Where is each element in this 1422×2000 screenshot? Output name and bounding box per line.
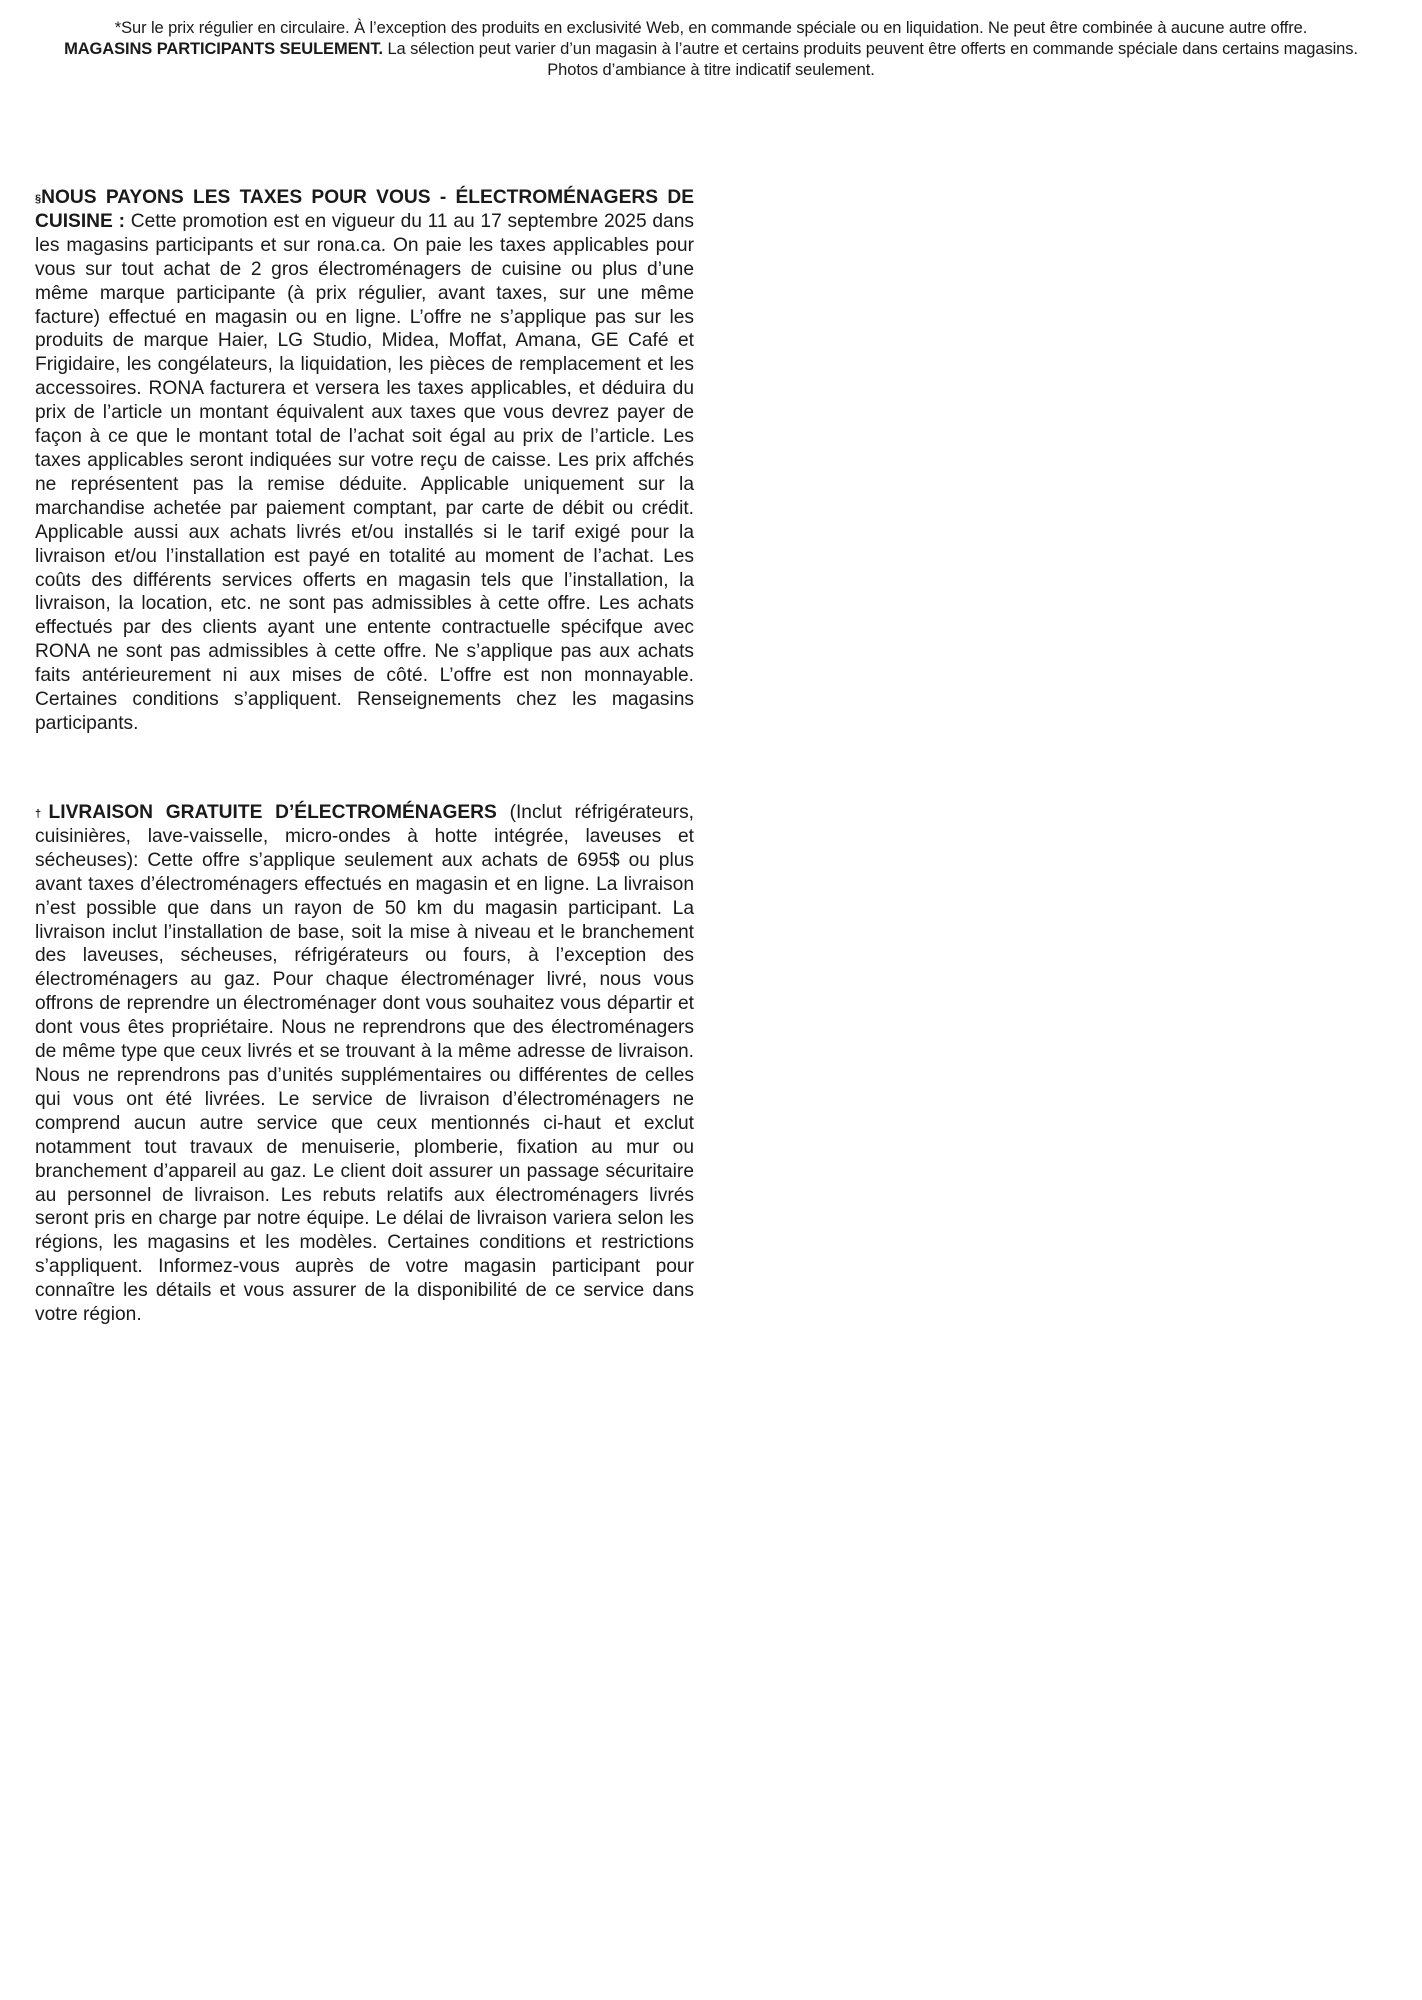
- tax-promotion-title: NOUS PAYONS LES TAXES POUR VOUS - ÉLECTROMÉNAGERS DE CUISINE :: [35, 187, 694, 232]
- dagger-mark-icon: †: [35, 808, 49, 820]
- participating-stores-notice: MAGASINS PARTICIPANTS SEULEMENT.: [64, 40, 383, 58]
- top-disclaimer: [0, 18, 1422, 81]
- tax-promotion-body: Cette promotion est en vigueur du 11 au 17 septembre 2025 dans les magasins participants et sur rona.ca. On paie les taxes applicables pour vous sur tout achat de 2 gros électroménagers de cuisine ou plus d’une même marque participante (à prix régulier, avant taxes, sur une même facture) effectué en magasin ou en ligne. L’offre ne s’applique pas sur les produits de marque Haier, LG Studio, Midea, Moffat, Amana, GE Café et Frigidaire, les congélateurs, la liquidation, les pièces de remplacement et les accessoires. RONA facturera et versera les taxes applicables, et déduira du prix de l’article un montant équivalent aux taxes que vous devrez payer de façon à ce que le montant total de l’achat soit égal au prix de l’article. Les taxes applicables seront indiquées sur votre reçu de caisse. Les prix affchés ne représentent pas la remise déduite. Applicable uniquement sur la marchandise achetée par paiement comptant, par carte de débit ou crédit. Applicable aussi aux achats livrés et/ou installés si le tarif exigé pour la livraison et/ou l’installation est payé en totalité au moment de l’achat. Les coûts des différents services offerts en magasin tels que l’installation, la livraison, la location, etc. ne sont pas admissibles à cette offre. Les achats effectués par des clients ayant une entente contractuelle spécifque avec RONA ne sont pas admissibles à cette offre. Ne s’applique pas aux achats faits antérieurement ni aux mises de côté. L’offre est non monnayable. Certaines conditions s’appliquent. Renseignements chez les magasins participants.: [35, 210, 694, 734]
- free-delivery-body: (Inclut réfrigérateurs, cuisinières, lave-vaisselle, micro-ondes à hotte intégrée, laveuses et sécheuses): Cette offre s’applique seulement aux achats de 695$ ou plus avant taxes d’électroménagers effectués en magasin et en ligne. La livraison n’est possible que dans un rayon de 50 km du magasin participant. La livraison inclut l’installation de base, soit la mise à niveau et le branchement des laveuses, sécheuses, réfrigérateurs ou fours, à l’exception des électroménagers au gaz. Pour chaque électroménager livré, nous vous offrons de reprendre un électroménager dont vous souhaitez vous départir et dont vous êtes propriétaire. Nous ne reprendrons que des électroménagers de même type que ceux livrés et se trouvant à la même adresse de livraison. Nous ne reprendrons pas d’unités supplémentaires ou différentes de celles qui vous ont été livrées. Le service de livraison d’électroménagers ne comprend aucun autre service que ceux mentionnés ci-haut et exclut notamment tout travaux de menuiserie, plomberie, fixation au mur ou branchement d’appareil au gaz. Le client doit assurer un passage sécuritaire au personnel de livraison. Les rebuts relatifs aux électroménagers livrés seront pris en charge par notre équipe. Le délai de livraison variera selon les régions, les magasins et les modèles. Certaines conditions et restrictions s’appliquent. Informez-vous auprès de votre magasin participant pour connaître les détails et vous assurer de la disponibilité de ce service dans votre région.: [35, 802, 694, 1326]
- tax-promotion-terms: [35, 186, 694, 736]
- disclaimer-line-2: [0, 39, 1422, 60]
- free-delivery-terms: [35, 801, 694, 1327]
- free-delivery-title: LIVRAISON GRATUITE D’ÉLECTROMÉNAGERS: [48, 802, 497, 823]
- disclaimer-line-2-text: La sélection peut varier d’un magasin à l’autre et certains produits peuvent être offerts en commande spéciale dans certains magasins.: [382, 40, 1358, 58]
- section-mark-icon: §: [35, 193, 42, 205]
- free-delivery-heading: [35, 802, 497, 823]
- disclaimer-line-1: *Sur le prix régulier en circulaire. À l’exception des produits en exclusivité Web, en commande spéciale ou en liquidation. Ne peut être combinée à aucune autre offre.: [114, 19, 1308, 37]
- disclaimer-line-3: Photos d’ambiance à titre indicatif seulement.: [547, 61, 875, 79]
